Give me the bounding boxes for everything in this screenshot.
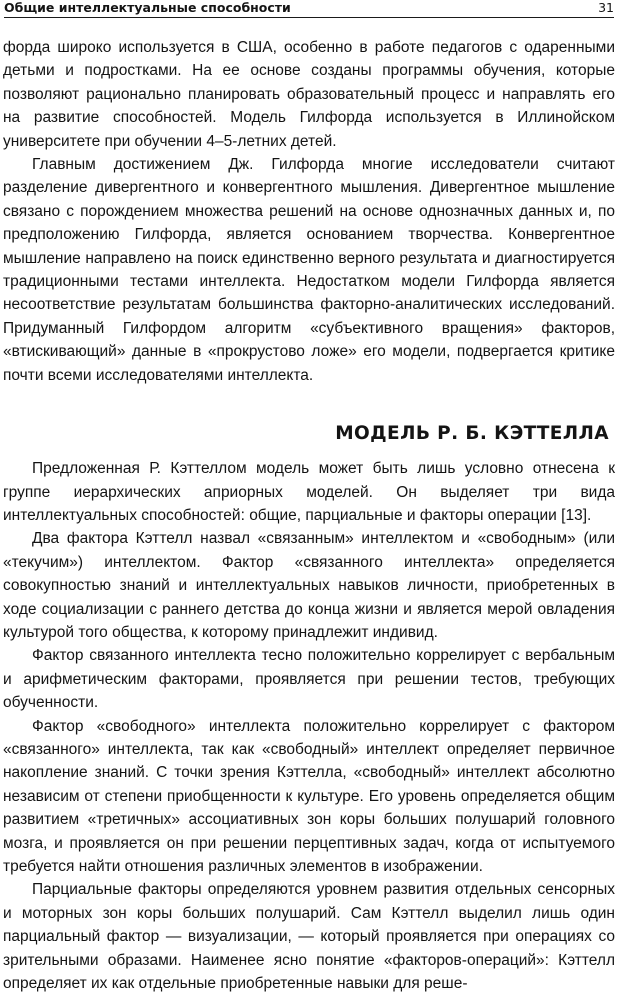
paragraph: Предложенная Р. Кэттеллом модель может быть лишь условно отнесена к группе иерархических априорных моделей. Он выделяет три вида интеллектуальных способностей: общие, парциальные и факторы операции [13]. (3, 460, 615, 524)
paragraph: Главным достижением Дж. Гилфорда многие исследователи считают разделение дивергентного и конвергентного мышления. Дивергентное мышление связано с порождением множества решений на основе однозначных данных и, по предположению Гилфорда, является основанием творчества. Конвергентное мышление направлено на поиск единственно верного результата и диагностируется традиционными тестами интеллекта. Недостатком модели Гилфорда является несоответствие результатам большинства факторно-аналитических исследований. Придуманный Гилфордом алгоритм «субъективного вращения» факторов, «втискивающий» данные в «прокрустово ложе» его модели, подвергается критике почти всеми исследователями интеллекта. (3, 156, 615, 384)
body-text (3, 36, 615, 995)
section-heading: МОДЕЛЬ Р. Б. КЭТТЕЛЛА (335, 423, 609, 445)
paragraph: форда широко используется в США, особенно в работе педагогов с одаренными детьми и подростками. На ее основе созданы программы обучения, которые позволяют рационально планировать образовательный процесс и направлять его на развитие способностей. Модель Гилфорда используется в Иллинойском университете при обучении 4–5-летних детей. (3, 39, 615, 150)
paragraph: Фактор связанного интеллекта тесно положительно коррелирует с вербальным и арифметическим факторами, проявляется при решении тестов, требующих обученности. (3, 647, 615, 712)
paragraph: Фактор «свободного» интеллекта положительно коррелирует с фактором «связанного» интеллекта, так как «свободный» интеллект определяет первичное накопление знаний. С точки зрения Кэттелла, «свободный» интеллект абсолютно независим от степени приобщенности к культуре. Его уровень определяется общим развитием «третичных» ассоциативных зон коры больших полушарий головного мозга, и проявляется он при решении перцептивных задач, когда от испытуемого требуется найти отношения различных элементов в изображении. (3, 717, 615, 875)
paragraph: Парциальные факторы определяются уровнем развития отдельных сенсорных и моторных зон коры больших полушарий. Сам Кэттелл выделил лишь один парциальный фактор — визуализации, — который проявляется при операциях со зрительными образами. Наименее ясно понятие «факторов-операций»: Кэттелл определяет их как отдельные приобретенные навыки для реше- (3, 881, 615, 993)
paragraph: Два фактора Кэттелл назвал «связанным» интеллектом и «свободным» (или «текучим») интеллектом. Фактор «связанного интеллекта» определяется совокупностью знаний и интеллектуальных навыков личности, приобретенных в ходе социализации с раннего детства до конца жизни и является мерой овладения культурой того общества, к которому принадлежит индивид. (3, 530, 615, 641)
running-title: Общие интеллектуальные способности (4, 0, 291, 15)
running-head (4, 0, 614, 18)
page-number: 31 (598, 0, 614, 15)
